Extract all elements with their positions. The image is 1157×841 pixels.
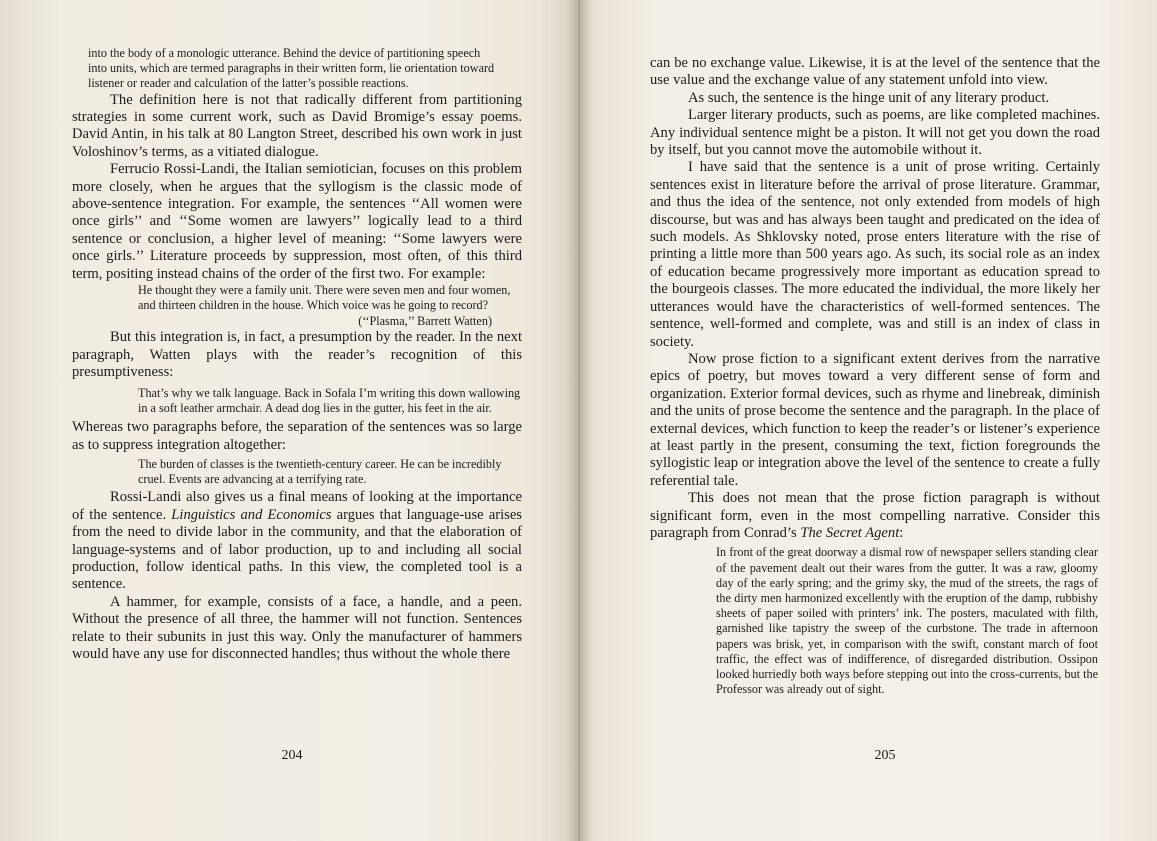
paragraph: A hammer, for example, consists of a face, a handle, and a peen. Without the presence of all three, the hammer will not function. Sentences relate to their subunits in just this way. Only the manufacturer of hammers would have any use for disconnected handles; thus without the whole there (72, 593, 522, 662)
block-quote: The burden of classes is the twentieth-century career. He can be incredibly cruel. Events are advancing at a terrifying rate. (138, 456, 502, 487)
text-run: : (899, 524, 904, 541)
paragraph: can be no exchange value. Likewise, it is at the level of the sentence that the use value and the exchange value of any statement unfold into view. (650, 55, 1100, 89)
paragraph: Larger literary products, such as poems, are like completed machines. Any individual sentence might be a piston. It will not get you down the road by itself, but you cannot move the automobile without it. (650, 107, 1100, 159)
paragraph: Ferrucio Rossi-Landi, the Italian semiotician, focuses on this problem more closely, when he argues that the syllogism is the classic mode of above-sentence integration. For example, the sentences ‘‘All women were once girls’’ and ‘‘Some women are lawyers’’ logically lead to a third sentence or conclusion, a higher level of meaning: ‘‘Some lawyers were once girls.’’ Literature proceeds by suppression, most often, of this third term, positing instead chains of the order of the first two. For example: (72, 161, 522, 282)
paragraph: Now prose fiction to a significant extent derives from the narrative epics of poetry, but moves toward a very different sense of form and organization. Exterior formal devices, such as rhyme and linebreak, diminish and the units of prose become the sentence and the paragraph. In the place of external devices, which function to keep the reader’s or listener’s experience at least partly in the present, consuming the text, fiction foregrounds the syllogistic leap or integration above the level of the sentence to create a fully referential tale. (650, 350, 1100, 489)
paragraph: But this integration is, in fact, a presumption by the reader. In the next paragraph, Watten plays with the reader’s recognition of this presumptiveness: (72, 329, 522, 381)
text-run: Rossi-Landi also gives us a final means of looking at the importance of the sentence. (72, 489, 522, 523)
quote-attribution: (‘‘Plasma,’’ Barrett Watten) (358, 314, 492, 329)
block-quote-top: into the body of a monologic utterance. Behind the device of partitioning speech into units, which are termed paragraphs in their written form, lie orientation toward listener or reader and calculation of the latter’s possible reactions. (88, 46, 495, 91)
block-quote: In front of the great doorway a dismal row of newspaper sellers standing clear of the pavement dealt out their wares from the gutter. It was a raw, gloomy day of the early spring; and the grimy sky, the mud of the streets, the rags of the dirty men harmonized excellently with the eruption of the damp, rubbishy sheets of paper soiled with printers’ ink. The posters, maculated with filth, garnished like tapistry the sweep of the curbstone. The trade in afternoon papers was brisk, yet, in comparison with the swift, constant march of foot traffic, the effect was of indifference, of disregarded distribution. Ossipon looked hurriedly both ways before stepping out into the cross-currents, but the Professor was already out of sight. (716, 545, 1098, 697)
page-number: 204 (281, 748, 303, 763)
paragraph (650, 490, 1100, 542)
text-run: This does not mean that the prose fiction paragraph is without significant form, even in the most compelling narrative. Consider this paragraph from Conrad’s (650, 490, 1100, 541)
paragraph: I have said that the sentence is a unit of prose writing. Certainly sentences exist in literature before the arrival of prose literature. Grammar, and thus the idea of the sentence, not only extended from models of high discourse, but was and has always been taught and predicated on the idea of such models. As Shklovsky noted, prose enters literature with the rise of printing a little more than 500 years ago. As such, its social role as an index of education became progressively more important as education spread to the bourgeois classes. The more educated the individual, the more likely her utterances would have the characteristics of well-formed sentences. The sentence, well-formed and complete, was and still is an index of class in society. (650, 159, 1100, 350)
book-title-italic: The Secret Agent (800, 524, 900, 541)
left-page-text (72, 46, 522, 663)
paragraph: The definition here is not that radically different from partitioning strategies in some current work, such as David Bromige’s essay poems. David Antin, in his talk at 80 Langton Street, described his own work in just Voloshinov’s terms, as a vitiated dialogue. (72, 91, 522, 160)
book-title-italic: Linguistics and Economics (171, 506, 332, 523)
page-number: 205 (874, 748, 896, 763)
bleed-through-ghost (0, 40, 70, 100)
block-quote: He thought they were a family unit. There were seven men and four women, and thirteen children in the house. Which voice was he going to record? (138, 283, 511, 313)
left-page (0, 0, 578, 841)
paragraph: As such, the sentence is the hinge unit of any literary product. (688, 89, 1050, 106)
paragraph: Whereas two paragraphs before, the separation of the sentences was so large as to suppress integration altogether: (72, 419, 522, 453)
paragraph (72, 489, 522, 593)
right-page-text (650, 55, 1100, 697)
text-run: argues that language-use arises from the need to divide labor in the community, and that the elaboration of language-systems and of labor production, up to and including all social production, follow identical paths. In this view, the completed tool is a sentence. (72, 506, 522, 593)
right-page (578, 0, 1157, 841)
block-quote: That’s why we talk language. Back in Sofala I’m writing this down wallowing in a soft leather armchair. A dead dog lies in the gutter, his feet in the air. (138, 385, 521, 415)
